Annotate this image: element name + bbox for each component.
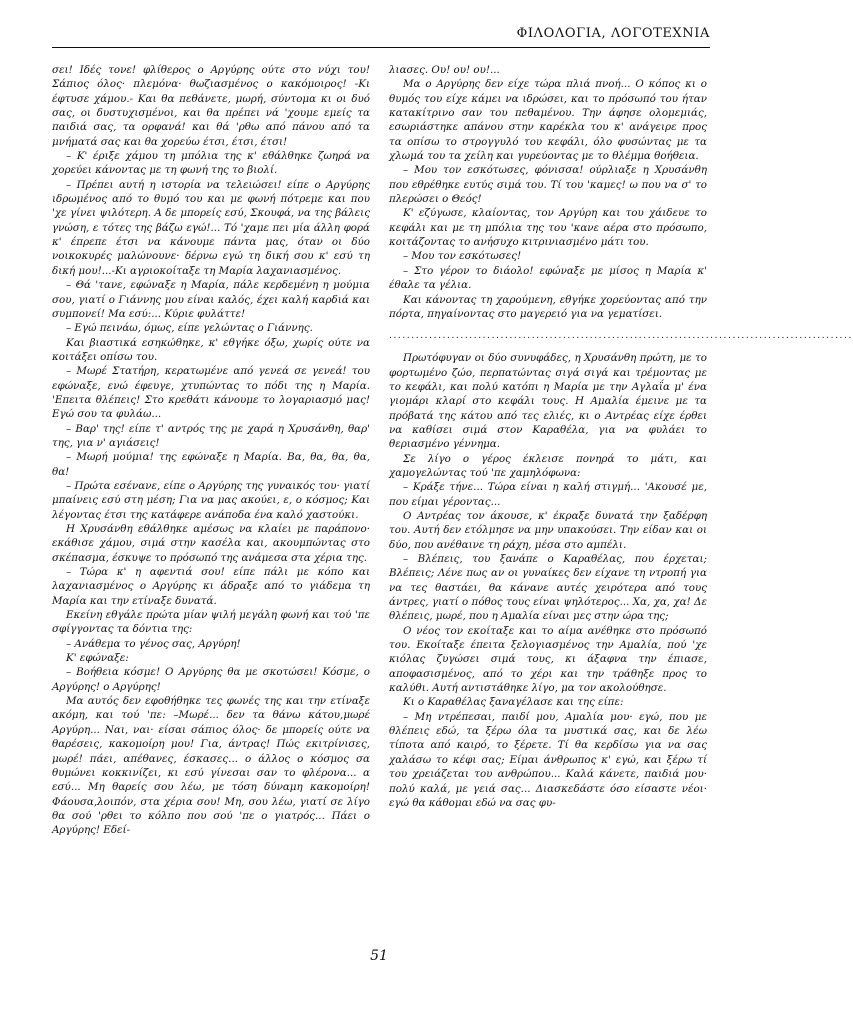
paragraph: – Θά 'τανε, εφώναξε η Μαρία, πάλε κερδεμένη η μούμια σου, γιατί ο Γιάννης μου είναι καλός, έχει καλή καρδιά και συμπονεί! Μα εσύ:... Κύριε φυλάττε! — [52, 279, 370, 320]
paragraph: – Τώρα κ' η αφεντιά σου! είπε πάλι με κόπο και λαχανιασμένος ο Αργύρης κι άδραξε από το γιάδεμα τη Μαρία και την ετίναξε δυνατά. — [52, 566, 370, 607]
paragraph: – Μου τον εσκότωσες, φόνισσα! ούρλιαξε η Χρυσάνθη που εθρέθηκε ευτύς σιμά του. Τί του 'καμες! ω που να σ' το πλερώσει ο Θεός! — [389, 164, 707, 206]
paragraph: – Πρώτα εσένανε, είπε ο Αργύρης της γυναικός του· γιατί μπαίνεις εσύ στη μέση; Για να μας ακούει, ε, ο κόσμος; Και λέγοντας έτσι της κατάφερε ανάποδα ένα καλό χαστούκι. — [52, 479, 370, 521]
right-column-first-section — [389, 63, 707, 321]
paragraph: Ο Αντρέας τον άκουσε, κ' έκραξε δυνατά την ξαδέρφη του. Αυτή δεν ετόλμησε να μην υπακούσει. Την είδαν και οι δύο, που ανέθαινε τη ράχη, μέσα στο αμπέλι. — [389, 509, 707, 551]
paragraph: λιασες. Ου! ου! ου!... — [389, 64, 500, 76]
paragraph: Μα ο Αργύρης δεν είχε τώρα πλιά πνοή... Ο κόπος κι ο θυμός του είχε κάμει να ιδρώσει, και το πρόσωπό του ήταν κατακίτρινο σαν του πεθαμένου. Την άφησε ολομεμιάς, εσωριάστηκε απάνου στην καρέκλα του κ' ανάγειρε προς τα οπίσω το στρογγυλό του κεφάλι, όλο φυσώντας με τα χλωμά του τα χείλη και γυρεύοντας με το θλέμμα θοήθεια. — [389, 78, 707, 163]
paragraph: – Βαρ' της! είπε τ' αντρός της με χαρά η Χρυσάνθη, θαρ' της, για ν' αγιάσεις! — [52, 422, 370, 449]
paragraph: Και βιαστικά εσηκώθηκε, κ' εθγήκε όξω, χωρίς ούτε να κοιτάξει οπίσω του. — [52, 336, 370, 363]
paragraph: Η Χρυσάνθη εθάλθηκε αμέσως να κλαίει με παράπονο· εκάθισε χάμου, σιμά στην κασέλα και, ακουμπώντας στο σκέπασμα, έσκυψε το πρόσωπό της ανάμεσα στα χέρια της. — [52, 523, 370, 564]
section-title: ΦΙΛΟΛΟΓΙΑ, ΛΟΓΟΤΕΧΝΙΑ — [516, 26, 710, 41]
paragraph: – Μωρέ Στατήρη, κερατωμένε από γενεά σε γενεά! του εφώναξε, ενώ έφευγε, χτυπώντας το πόδι της η Μαρία. 'Επειτα θλέπεις! Στο κρεθάτι κάνουμε το λογαριασμό μας! Εγώ σου τα φυλάω... — [52, 365, 370, 421]
paragraph: Κ' εφώναξε: — [66, 652, 129, 665]
paragraph: – Ανάθεμα το γένος σας, Αργύρη! — [66, 637, 241, 650]
paragraph: σει! Ιδές τονε! φλίθερος ο Αργύρης ούτε στο νύχι του! Σάπιος όλος· πλεμόνα· θωζιασμένος ο κακόμοιρος! -Κι έφτυσε χάμου.- Και θα πεθάνετε, μωρή, σύντομα κι οι δυό σας, οι δυστυχισμένοι, και θα πρέπει νά 'χουμε εμείς τα παιδιά σας, τα ορφανά! και θά 'ρθω από πάνου από τα μνήματά σας και θα χορεύω έτσι, έτσι, έτσι! — [52, 64, 370, 148]
paragraph: Μα αυτός δεν εφοθήθηκε τες φωνές της και την ετίναξε ακόμη, και τού 'πε: –Μωρέ... δεν τα θάνω κάτου,μωρέ Αργύρη... Ναι, ναι· είσαι σάπιος όλος· δε μπορείς ούτε να θαρέσεις, κακομοίρη μου! Για, άντρας! Πώς εκιτρίνισες, μωρέ! πάει, απέθανες, έσκασες... ο άλλος ο κόσμος σα θυμώνει κοκκινίζει, κι εσύ γίνεσαι σαν το φλέρονα... α εσύ... Μη θαρείς σου λέω, με τόση δύναμη κακομοίρη! Φάουσα,λοιπόν, στα χέρια σου! Μη, σου λέω, γιατί σε λίγο θα σού 'ρθει το κόλπο που σού 'πε ο γιατρός... Πάει ο Αργύρης! Εδεί- — [52, 695, 370, 837]
paragraph: – Κράξε τήνε... Τώρα είναι η καλή στιγμή... 'Ακουσέ με, που είμαι γέροντας... — [389, 481, 707, 508]
paragraph: Κ' εζύγωσε, κλαίοντας, τον Αργύρη και του χάιδευε το κεφάλι και με τη μπόλια της του 'κανε αέρα στο πρόσωπο, κοιτάζοντας το ανήσυχο κιτρινιασμένο μάτι του. — [389, 207, 707, 249]
section-separator: ........................................................................................................ — [389, 331, 853, 342]
paragraph: – Πρέπει αυτή η ιστορία να τελειώσει! είπε ο Αργύρης ιδρωμένος από το θυμό του και με φωνή πότρεμε και που 'χε γίνει ψιλότερη. Α δε μπορείς εσύ, Σκουφά, να της βάλεις γνώση, ε τότες της βάζω εγώ!... Τό 'χαμε πει μία άλλη φορά κ' έπρεπε έτσι να κάνουμε πάντα μας, όταν οι δύο νοικοκυρές μαλώνουνε· δέρνω εγώ τη δική σου κ' εσύ τη δική μου!...-Κι αγριοκοίταξε τη Μαρία λαχανιασμένος. — [52, 178, 370, 277]
paragraph: – Βοήθεια κόσμε! Ο Αργύρης θα με σκοτώσει! Κόσμε, ο Αργύρης! ο Αργύρης! — [52, 666, 370, 693]
paragraph: – Κ' έριξε χάμου τη μπόλια της κ' εθάλθηκε ζωηρά να χορεύει κάνοντας με τη φωνή της το βιολί. — [52, 150, 370, 177]
paragraph: – Μη ντρέπεσαι, παιδί μου, Αμαλία μου· εγώ, που με θλέπεις εδώ, τα ξέρω όλα τα μυστικά σας, και δε λέω τίποτα από καιρό, το ξέρετε. Τί θα κερδίσω για να σας χαλάσω το κέφι σας; Είμαι άνθρωπος κ' εγώ, και ξέρω τί του χρειάζεται του ανθρώπου... Καλά κάνετε, παιδιά μου· πολύ καλά, με γειά σας... Διασκεδάστε όσο είσαστε νέοι· εγώ θα κάθομαι εδώ να σας φυ- — [389, 710, 707, 809]
paragraph: – Εγώ πεινάω, όμως, είπε γελώντας ο Γιάννης. — [66, 322, 313, 335]
section-header — [52, 26, 710, 48]
paragraph: Εκείνη εθγάλε πρώτα μίαν ψιλή μεγάλη φωνή και τού 'πε σφίγγοντας τα δόντια της: — [52, 609, 370, 636]
paragraph: – Βλέπεις, του ξανάπε ο Καραθέλας, που έρχεται; Βλέπεις; Λένε πως αν οι γυναίκες δεν είχανε τη ντροπή για να τες θαστάει, θα κάνανε αυτές χειρότερα από τους άντρες, γιατί ο πόθος τους είναι ψηλότερος... Χα, χα, χα! Δε θλέπεις, μωρέ, που η Αμαλία είναι μες στην ώρα της; — [389, 553, 707, 623]
paragraph: – Στο γέρον το διάολο! εφώναξε με μίσος η Μαρία κ' έθαλε τα γέλια. — [389, 264, 707, 292]
left-text-column — [52, 63, 370, 838]
paragraph: Και κάνοντας τη χαρούμενη, εθγήκε χορεύοντας από την πόρτα, πηγαίνοντας στο μαγερειό για να γεματίσει. — [389, 293, 707, 320]
paragraph: Ο νέος τον εκοίταξε και το αίμα ανέθηκε στο πρόσωπό του. Εκοίταξε έπειτα ξελογιασμένος την Αμαλία, πού 'χε κιόλας ζυγώσει σιμά τους, κι άξαφνα την έπιασε, αποφασισμένος, από το χέρι και την τράθηξε προς το καλύθι. Αυτή αντιστάθηκε λίγο, μα τον ακολούθησε. — [389, 624, 707, 695]
paragraph: – Μου τον εσκότωσες! — [403, 250, 522, 263]
paragraph: Πρωτόφυγαν οι δύο συνυφάδες, η Χρυσάνθη πρώτη, με το φορτωμένο ζώο, περπατώντας σιγά σιγά και τρέμοντας με το κεφάλι, και πολύ κατόπι η Μαρία με την Αγλαΐα μ' ένα γιομάρι κλαρί στο κεφάλι τους. Η Αμαλία έμεινε με τα πρόβατά της κάτου από τες ελιές, κι ο Αντρέας είχε έρθει να καθίσει σιμά στον Καραθέλα, για να φυλάει το θεριασμένο γέννημα. — [389, 352, 707, 451]
paragraph: Κι ο Καραθέλας ξαναγέλασε και της είπε: — [403, 696, 624, 709]
right-column-second-section — [389, 351, 707, 810]
paragraph: – Μωρή μούμια! της εφώναξε η Μαρία. Βα, θα, θα, θα, θα! — [52, 451, 370, 478]
page-number: 51 — [370, 948, 388, 964]
header-rule — [52, 47, 710, 48]
right-text-column — [389, 63, 853, 810]
paragraph: Σε λίγο ο γέρος έκλεισε πονηρά το μάτι, και χαμογελώντας τού 'πε χαμηλόφωνα: — [389, 452, 707, 479]
